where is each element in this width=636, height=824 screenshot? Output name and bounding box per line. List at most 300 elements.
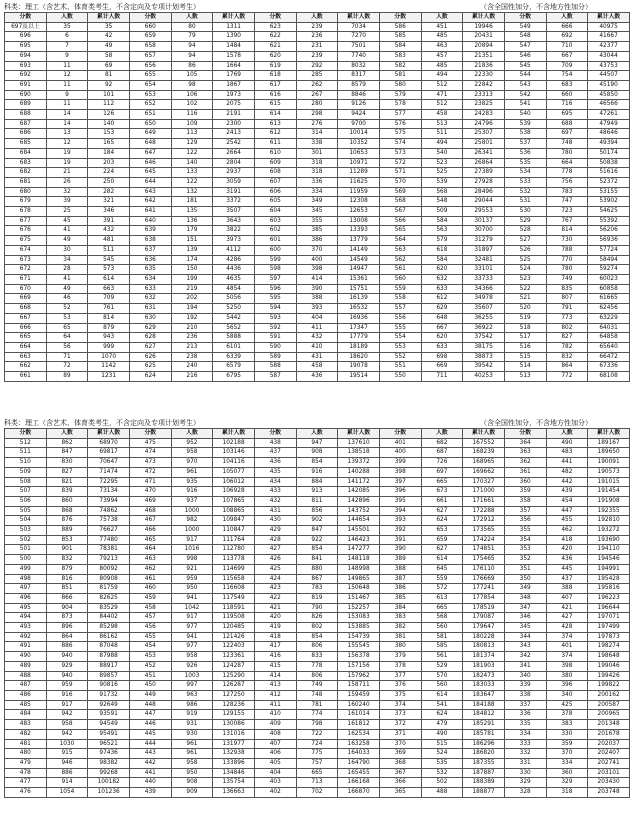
- table-cell: 458: [129, 603, 171, 613]
- table-cell: 798: [296, 720, 338, 730]
- table-cell: 485: [421, 32, 463, 42]
- table-cell: 153083: [338, 613, 380, 623]
- table-row: [5, 119, 630, 129]
- table-row: [5, 574, 630, 584]
- table-cell: 143752: [338, 506, 380, 516]
- table-cell: 199: [171, 274, 213, 284]
- table-cell: 361: [504, 467, 546, 477]
- table-row: [5, 110, 630, 120]
- table-cell: 16139: [338, 294, 380, 304]
- table-cell: 397: [379, 477, 421, 487]
- table-cell: 495: [5, 603, 47, 613]
- table-cell: 194991: [588, 564, 630, 574]
- table-cell: 10653: [338, 148, 380, 158]
- table-cell: 952: [171, 438, 213, 448]
- table-cell: 26: [46, 177, 88, 187]
- table-cell: 510: [5, 458, 47, 468]
- table-cell: 811: [296, 496, 338, 506]
- table-row: [5, 323, 630, 333]
- table-cell: 529: [504, 216, 546, 226]
- score-table-2: [4, 428, 630, 798]
- table-cell: 167552: [463, 438, 505, 448]
- table-cell: 13008: [338, 216, 380, 226]
- table-cell: 128236: [213, 700, 255, 710]
- table-cell: 176669: [463, 574, 505, 584]
- table-cell: 696: [5, 32, 47, 42]
- table-cell: 11625: [338, 177, 380, 187]
- table-cell: 180813: [463, 642, 505, 652]
- table-row: [5, 362, 630, 372]
- table-cell: 570: [421, 671, 463, 681]
- table-cell: 186820: [463, 749, 505, 759]
- table-cell: 660: [546, 90, 588, 100]
- table-cell: 129155: [213, 710, 255, 720]
- table-cell: 49: [88, 42, 130, 52]
- table-cell: 553: [379, 342, 421, 352]
- table-cell: 636: [129, 255, 171, 265]
- table-cell: 155545: [338, 642, 380, 652]
- table-cell: 427: [254, 545, 296, 555]
- table-cell: 535: [421, 758, 463, 768]
- table-cell: 627: [421, 506, 463, 516]
- table-cell: 687: [5, 119, 47, 129]
- column-header: 人数: [171, 13, 213, 23]
- table-cell: 130086: [213, 720, 255, 730]
- table-cell: 106: [171, 90, 213, 100]
- table-cell: 369: [379, 749, 421, 759]
- table-cell: 552: [379, 352, 421, 362]
- table-cell: 112780: [213, 545, 255, 555]
- column-header: 累计人数: [463, 429, 505, 439]
- table-cell: 525: [504, 255, 546, 265]
- table-cell: 44507: [588, 71, 630, 81]
- table-cell: 356: [504, 516, 546, 526]
- table-cell: 27928: [463, 177, 505, 187]
- table-cell: 819: [296, 593, 338, 603]
- table-cell: 862: [46, 438, 88, 448]
- table-cell: 95491: [88, 729, 130, 739]
- column-header: 人数: [296, 429, 338, 439]
- table-cell: 913: [296, 487, 338, 497]
- table-cell: 854: [296, 458, 338, 468]
- table-cell: 901: [46, 545, 88, 555]
- table-cell: 481: [5, 739, 47, 749]
- table-cell: 560: [421, 681, 463, 691]
- table-cell: 35: [88, 22, 130, 32]
- table-cell: 10014: [338, 129, 380, 139]
- table-cell: 16532: [338, 304, 380, 314]
- table-cell: 595: [254, 294, 296, 304]
- table-cell: 545: [88, 255, 130, 265]
- table-cell: 412: [254, 690, 296, 700]
- table-cell: 856: [296, 506, 338, 516]
- table-cell: 439: [546, 487, 588, 497]
- table-cell: 917: [46, 700, 88, 710]
- table-cell: 377: [379, 671, 421, 681]
- table-cell: 620: [254, 51, 296, 61]
- table-cell: 340: [546, 690, 588, 700]
- table-cell: 724: [296, 739, 338, 749]
- table-cell: 332: [504, 749, 546, 759]
- table-cell: 9: [46, 90, 88, 100]
- table-cell: 19078: [338, 362, 380, 372]
- column-header: 分数: [5, 429, 47, 439]
- table-cell: 157962: [338, 671, 380, 681]
- table-cell: 135754: [213, 778, 255, 788]
- table-cell: 668: [5, 304, 47, 314]
- table-cell: 213: [171, 342, 213, 352]
- table-cell: 430: [254, 516, 296, 526]
- table-cell: 318: [296, 168, 338, 178]
- table-cell: 185291: [463, 720, 505, 730]
- table-cell: 573: [88, 265, 130, 275]
- table-cell: 144654: [338, 516, 380, 526]
- table-cell: 434: [254, 477, 296, 487]
- table-cell: 53902: [588, 197, 630, 207]
- table-row: [5, 80, 630, 90]
- table-cell: 616: [254, 90, 296, 100]
- table-cell: 489: [5, 661, 47, 671]
- table-cell: 535: [504, 158, 546, 168]
- table-cell: 3822: [213, 226, 255, 236]
- table-cell: 428: [546, 623, 588, 633]
- table-cell: 386: [379, 584, 421, 594]
- table-cell: 73994: [88, 496, 130, 506]
- table-cell: 655: [129, 71, 171, 81]
- table-cell: 34: [46, 255, 88, 265]
- table-cell: 427: [546, 613, 588, 623]
- table-row: [5, 265, 630, 275]
- table-cell: 504: [5, 516, 47, 526]
- table-cell: 67336: [588, 362, 630, 372]
- table-cell: 447: [546, 506, 588, 516]
- table-cell: 623: [254, 22, 296, 32]
- table-cell: 781: [296, 700, 338, 710]
- table-cell: 442: [546, 477, 588, 487]
- table-cell: 171661: [463, 496, 505, 506]
- table-cell: 695: [5, 42, 47, 52]
- table-cell: 567: [379, 207, 421, 217]
- table-cell: 661: [421, 496, 463, 506]
- table-cell: 698: [421, 352, 463, 362]
- table-row: [5, 458, 630, 468]
- table-cell: 635: [129, 265, 171, 275]
- table-cell: 106012: [213, 477, 255, 487]
- table-cell: 276: [296, 119, 338, 129]
- table-cell: 342: [504, 652, 546, 662]
- table-cell: 521: [504, 294, 546, 304]
- table-cell: 702: [296, 788, 338, 798]
- table-cell: 791: [546, 304, 588, 314]
- table-cell: 604: [254, 207, 296, 217]
- table-cell: 80: [171, 22, 213, 32]
- table-cell: 958: [46, 720, 88, 730]
- table-cell: 806: [296, 671, 338, 681]
- table-cell: 569: [379, 187, 421, 197]
- table-cell: 199426: [588, 671, 630, 681]
- table-cell: 4286: [213, 255, 255, 265]
- table-cell: 420: [546, 545, 588, 555]
- block2-note: （含全国性加分，不含地方性加分）: [480, 419, 592, 427]
- table-cell: 334: [296, 187, 338, 197]
- table-cell: 527: [504, 236, 546, 246]
- table-cell: 914: [46, 778, 88, 788]
- table-cell: 488: [5, 671, 47, 681]
- table-cell: 783: [296, 584, 338, 594]
- column-header: 分数: [5, 13, 47, 23]
- table-cell: 423: [254, 584, 296, 594]
- table-cell: 5652: [213, 323, 255, 333]
- table-row: [5, 61, 630, 71]
- table-cell: 531: [504, 197, 546, 207]
- table-cell: 536: [504, 148, 546, 158]
- table-cell: 594: [254, 304, 296, 314]
- column-header: 分数: [129, 429, 171, 439]
- table-cell: 360: [546, 768, 588, 778]
- table-cell: 435: [254, 467, 296, 477]
- table-cell: 582: [379, 61, 421, 71]
- table-cell: 170327: [463, 477, 505, 487]
- table-cell: 109847: [213, 516, 255, 526]
- table-cell: 839: [46, 487, 88, 497]
- table-cell: 102: [171, 100, 213, 110]
- table-cell: 210: [171, 323, 213, 333]
- table-cell: 578: [379, 100, 421, 110]
- table-cell: 280: [296, 100, 338, 110]
- table-cell: 490: [546, 438, 588, 448]
- table-cell: 353: [504, 545, 546, 555]
- table-row: [5, 652, 630, 662]
- table-row: [5, 516, 630, 526]
- table-cell: 28: [46, 265, 88, 275]
- table-cell: 603: [254, 216, 296, 226]
- table-cell: 359: [504, 487, 546, 497]
- table-cell: 197873: [588, 632, 630, 642]
- table-cell: 630: [129, 313, 171, 323]
- table-cell: 462: [129, 564, 171, 574]
- table-row: [5, 158, 630, 168]
- table-cell: 456: [129, 623, 171, 633]
- table-cell: 611: [254, 139, 296, 149]
- table-cell: 132: [171, 187, 213, 197]
- table-cell: 613: [254, 119, 296, 129]
- table-cell: 124287: [213, 661, 255, 671]
- table-cell: 391: [379, 535, 421, 545]
- table-row: [5, 139, 630, 149]
- table-cell: 543: [504, 80, 546, 90]
- table-cell: 516: [504, 342, 546, 352]
- table-cell: 475: [129, 438, 171, 448]
- table-row: [5, 720, 630, 730]
- table-cell: 191015: [588, 477, 630, 487]
- table-cell: 500: [5, 555, 47, 565]
- table-cell: 148118: [338, 555, 380, 565]
- table-cell: 18620: [338, 352, 380, 362]
- table-cell: 977: [171, 623, 213, 633]
- table-cell: 186296: [463, 739, 505, 749]
- table-cell: 36255: [463, 313, 505, 323]
- table-cell: 654: [129, 80, 171, 90]
- table-cell: 374: [546, 652, 588, 662]
- table-cell: 86162: [88, 632, 130, 642]
- table-cell: 626: [129, 352, 171, 362]
- table-cell: 464: [129, 545, 171, 555]
- table-cell: 814: [88, 313, 130, 323]
- block1-header: [4, 2, 592, 12]
- table-cell: 373: [379, 710, 421, 720]
- table-cell: 23825: [463, 100, 505, 110]
- table-cell: 539: [421, 177, 463, 187]
- table-cell: 267: [296, 90, 338, 100]
- table-cell: 579: [421, 236, 463, 246]
- table-cell: 2664: [213, 148, 255, 158]
- table-cell: 429: [254, 526, 296, 536]
- table-cell: 18189: [338, 342, 380, 352]
- table-cell: 335: [504, 720, 546, 730]
- table-cell: 674: [5, 245, 47, 255]
- table-cell: 38873: [463, 352, 505, 362]
- table-cell: 334: [504, 729, 546, 739]
- table-cell: 3372: [213, 197, 255, 207]
- table-cell: 30: [46, 245, 88, 255]
- table-cell: 697: [421, 467, 463, 477]
- table-cell: 19: [46, 158, 88, 168]
- table-cell: 59274: [588, 265, 630, 275]
- table-cell: 10971: [338, 158, 380, 168]
- table-row: [5, 545, 630, 555]
- column-header: 分数: [254, 13, 296, 23]
- table-row: [5, 661, 630, 671]
- table-cell: 110847: [213, 526, 255, 536]
- table-cell: 542: [504, 90, 546, 100]
- table-row: [5, 681, 630, 691]
- table-cell: 171000: [463, 487, 505, 497]
- table-cell: 374: [379, 700, 421, 710]
- table-cell: 181903: [463, 661, 505, 671]
- table-cell: 433: [254, 487, 296, 497]
- table-cell: 916: [171, 487, 213, 497]
- table-cell: 150: [171, 265, 213, 275]
- column-header: 分数: [504, 13, 546, 23]
- table-cell: 692: [546, 32, 588, 42]
- table-cell: 14947: [338, 265, 380, 275]
- table-cell: 487: [5, 681, 47, 691]
- table-cell: 79213: [88, 555, 130, 565]
- table-cell: 6579: [213, 362, 255, 372]
- table-cell: 336: [504, 710, 546, 720]
- table-cell: 178519: [463, 603, 505, 613]
- table-cell: 150648: [338, 584, 380, 594]
- table-cell: 431: [254, 506, 296, 516]
- table-cell: 620: [421, 333, 463, 343]
- table-cell: 89: [46, 372, 88, 382]
- table-cell: 424: [254, 574, 296, 584]
- table-cell: 56: [46, 342, 88, 352]
- table-cell: 601: [254, 236, 296, 246]
- table-cell: 667: [546, 51, 588, 61]
- table-row: [5, 535, 630, 545]
- table-cell: 398: [296, 265, 338, 275]
- table-cell: 470: [129, 487, 171, 497]
- table-cell: 498: [5, 574, 47, 584]
- table-row: [5, 255, 630, 265]
- table-cell: 1973: [213, 90, 255, 100]
- table-cell: 89857: [88, 671, 130, 681]
- column-header: 分数: [379, 13, 421, 23]
- table-cell: 652: [129, 100, 171, 110]
- table-cell: 690: [5, 90, 47, 100]
- table-cell: 101: [88, 90, 130, 100]
- table-cell: 593: [254, 313, 296, 323]
- column-header: 人数: [46, 13, 88, 23]
- table-cell: 761: [88, 304, 130, 314]
- table-cell: 347: [504, 603, 546, 613]
- table-cell: 189650: [588, 448, 630, 458]
- table-cell: 33733: [463, 274, 505, 284]
- table-cell: 559: [421, 574, 463, 584]
- table-cell: 239: [296, 51, 338, 61]
- table-cell: 9424: [338, 110, 380, 120]
- table-cell: 442: [129, 758, 171, 768]
- block2-title: 科类：理工（含艺术、体育类考生，不含定向及专项计划考生）: [4, 419, 200, 427]
- table-cell: 520: [504, 304, 546, 314]
- table-cell: 436: [546, 555, 588, 565]
- table-cell: 571: [379, 168, 421, 178]
- table-cell: 827: [546, 333, 588, 343]
- table-cell: 568: [421, 187, 463, 197]
- table-cell: 145501: [338, 526, 380, 536]
- table-cell: 408: [254, 729, 296, 739]
- table-cell: 847: [296, 526, 338, 536]
- table-cell: 2075: [213, 100, 255, 110]
- table-cell: 103146: [213, 448, 255, 458]
- table-cell: 463: [421, 42, 463, 52]
- table-cell: 31897: [463, 245, 505, 255]
- table-cell: 54625: [588, 207, 630, 217]
- table-row: [5, 197, 630, 207]
- table-cell: 149865: [338, 574, 380, 584]
- table-cell: 5442: [213, 313, 255, 323]
- table-row: [5, 564, 630, 574]
- table-cell: 576: [379, 119, 421, 129]
- table-cell: 199046: [588, 661, 630, 671]
- table-cell: 333: [504, 739, 546, 749]
- table-cell: 483: [5, 720, 47, 730]
- table-cell: 632: [421, 274, 463, 284]
- table-cell: 202037: [588, 739, 630, 749]
- table-cell: 940: [46, 671, 88, 681]
- table-cell: 27389: [463, 168, 505, 178]
- table-cell: 345: [504, 623, 546, 633]
- table-cell: 154739: [338, 632, 380, 642]
- table-cell: 392: [379, 526, 421, 536]
- table-cell: 833: [296, 652, 338, 662]
- table-cell: 238: [171, 352, 213, 362]
- table-cell: 94549: [88, 720, 130, 730]
- table-cell: 321: [88, 197, 130, 207]
- table-cell: 591: [254, 333, 296, 343]
- table-cell: 28496: [463, 187, 505, 197]
- table-cell: 184188: [463, 700, 505, 710]
- table-cell: 507: [5, 487, 47, 497]
- table-cell: 21: [46, 168, 88, 178]
- table-cell: 49394: [588, 139, 630, 149]
- table-cell: 482: [5, 729, 47, 739]
- table-cell: 547: [504, 42, 546, 52]
- table-cell: 41: [46, 226, 88, 236]
- column-header: 累计人数: [213, 13, 255, 23]
- table-cell: 398: [379, 467, 421, 477]
